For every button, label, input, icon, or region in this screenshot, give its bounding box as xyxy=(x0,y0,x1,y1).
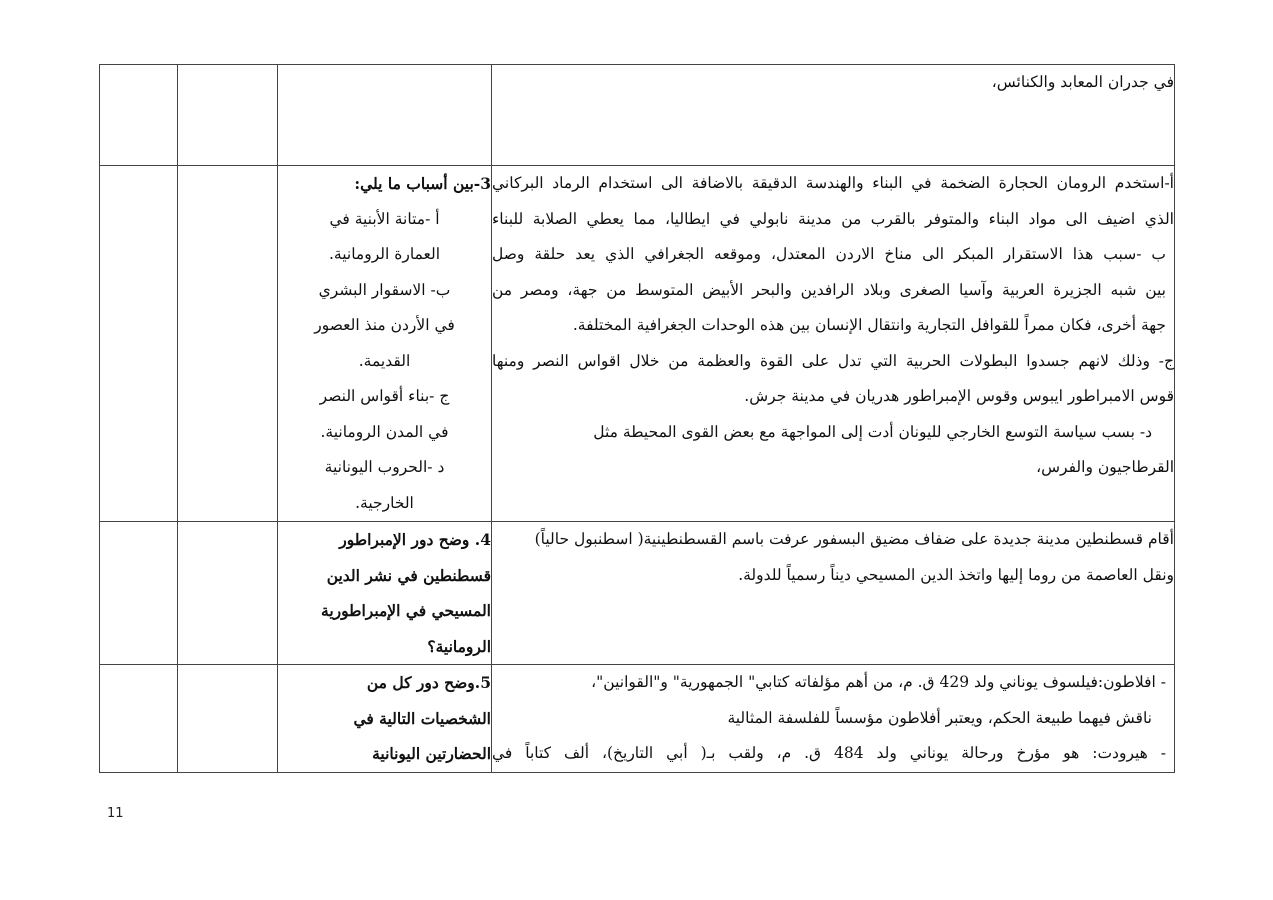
answer-line: د- بسب سياسة التوسع الخارجي لليونان أدت إلى المواجهة مع بعض القوى المحيطة مثل xyxy=(593,422,1152,441)
empty-cell xyxy=(100,65,178,166)
question-line: الشخصيات التالية في xyxy=(353,708,491,728)
question-line: أ -متانة الأبنية في xyxy=(329,209,440,228)
question-line: قسطنطين في نشر الدين xyxy=(326,565,491,585)
table-row xyxy=(100,65,1175,166)
table-row xyxy=(100,522,1175,665)
answer-line: جهة أخرى، فكان ممراً للقوافل التجارية وانتقال الإنسان بين هذه الوحدات الجغرافية المختلفة. xyxy=(572,316,1166,334)
empty-cell xyxy=(100,665,178,773)
answer-line: ب -سبب هذا الاستقرار المبكر الى مناخ الاردن المعتدل، وموقعه الجغرافي الذي يعد حلقة وصل xyxy=(492,245,1166,263)
answer-line: - هيرودت: هو مؤرخ ورحالة يوناني ولد 484 ق. م، ولقب بـ( أبي التاريخ)، ألف كتاباً في xyxy=(492,744,1167,762)
question-cell xyxy=(278,166,492,522)
answer-line: بين شبه الجزيرة العربية وآسيا الصغرى وبلاد الرافدين والبحر الأبيض المتوسط من جهة، ومصر من xyxy=(492,280,1166,299)
answer-line: ونقل العاصمة من روما إليها واتخذ الدين المسيحي ديناً رسمياً للدولة. xyxy=(738,565,1174,584)
empty-cell xyxy=(178,166,278,522)
question-line: القديمة. xyxy=(358,351,411,370)
question-line: الرومانية؟ xyxy=(427,636,491,656)
answer-line: في جدران المعابد والكنائس، xyxy=(991,73,1174,91)
answer-cell xyxy=(492,166,1175,522)
question-line: العمارة الرومانية. xyxy=(328,245,441,263)
question-heading: 3-بين أسباب ما يلي: xyxy=(354,174,491,193)
questions-answers-table xyxy=(99,64,1175,773)
empty-cell xyxy=(178,65,278,166)
question-cell xyxy=(278,65,492,166)
question-line: ب- الاسقوار البشري xyxy=(318,280,451,299)
question-heading: 5.وضح دور كل من xyxy=(366,673,491,692)
table-row xyxy=(100,665,1175,773)
empty-cell xyxy=(178,522,278,665)
answer-line: ناقش فيهما طبيعة الحكم، ويعتبر أفلاطون مؤسساً للفلسفة المثالية xyxy=(727,708,1152,727)
answer-line: الذي اضيف الى مواد البناء والمتوفر بالقرب من مدينة نابولي في ايطاليا، مما يعطي الصلابة للبناء xyxy=(492,209,1174,228)
empty-cell xyxy=(100,166,178,522)
question-line: في المدن الرومانية. xyxy=(320,422,449,441)
question-line: د -الحروب اليونانية xyxy=(324,458,445,476)
question-line: في الأردن منذ العصور xyxy=(314,316,455,334)
answer-line: القرطاجيون والفرس، xyxy=(1036,458,1174,476)
answer-cell xyxy=(492,65,1175,166)
answer-line: - افلاطون:فيلسوف يوناني ولد 429 ق. م، من أهم مؤلفاته كتابي" الجمهورية" و"القوانين"، xyxy=(591,673,1166,691)
empty-cell xyxy=(100,522,178,665)
question-heading: 4. وضح دور الإمبراطور xyxy=(339,530,491,549)
question-line: الخارجية. xyxy=(355,493,414,512)
answer-cell xyxy=(492,665,1175,773)
answer-line: قوس الامبراطور ايبوس وقوس الإمبراطور هدريان في مدينة جرش. xyxy=(744,387,1174,405)
answer-line: ج- وذلك لانهم جسدوا البطولات الحربية التي تدل على القوة والعظمة من خلال اقواس النصر ومنها xyxy=(492,351,1174,370)
table-row xyxy=(100,166,1175,522)
answer-line: أ-استخدم الرومان الحجارة الضخمة في البناء والهندسة الدقيقة بالاضافة الى استخدام الرماد البركاني xyxy=(492,174,1174,192)
question-line: الحضارتين اليونانية xyxy=(372,744,491,763)
question-line: المسيحي في الإمبراطورية xyxy=(321,601,491,620)
question-line: ج -بناء أقواس النصر xyxy=(319,387,450,405)
question-cell xyxy=(278,665,492,773)
answer-line: أقام قسطنطين مدينة جديدة على ضفاف مضيق البسفور عرفت باسم القسطنطينية( اسطنبول حالياً) xyxy=(534,530,1174,548)
question-cell xyxy=(278,522,492,665)
empty-cell xyxy=(178,665,278,773)
page-number: 11 xyxy=(107,806,124,821)
answer-cell xyxy=(492,522,1175,665)
